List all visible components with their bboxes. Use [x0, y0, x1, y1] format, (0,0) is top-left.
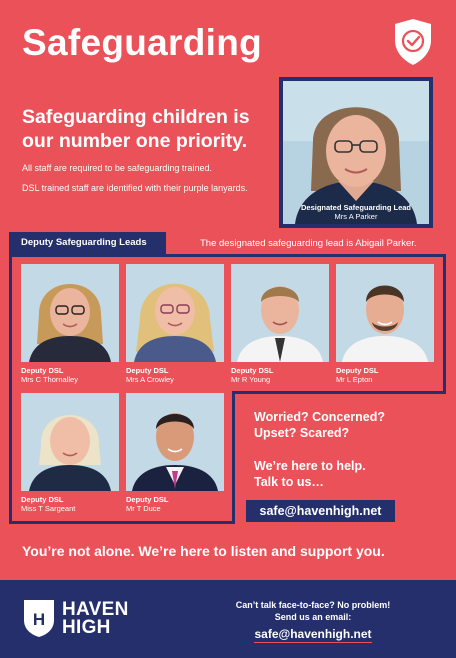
designated-lead-role: Designated Safeguarding Lead	[300, 203, 412, 212]
designated-lead-photo	[283, 81, 429, 224]
help-line-2: Talk to us…	[254, 475, 324, 489]
lanyard-note: DSL trained staff are identified with their purple lanyards.	[22, 183, 248, 193]
staff-role: Deputy DSL	[231, 366, 274, 375]
headline: Safeguarding children is our number one priority.	[22, 106, 250, 152]
training-note: All staff are required to be safeguarding trained.	[22, 163, 212, 173]
staff-photo	[336, 264, 434, 362]
staff-name: Mr T Duce	[126, 504, 161, 513]
footer-message-line-1: Can’t talk face-to-face? No problem!	[235, 600, 391, 610]
shield-check-icon	[393, 18, 433, 66]
logo-line-2: HIGH	[62, 617, 111, 638]
staff-card	[21, 264, 119, 384]
grid-frame-divider	[232, 391, 446, 394]
email-link[interactable]: safe@havenhigh.net	[246, 500, 395, 522]
svg-text:H: H	[32, 610, 46, 629]
school-logo-text	[62, 601, 129, 637]
staff-photo	[231, 264, 329, 362]
worried-message	[254, 409, 434, 441]
help-message	[254, 458, 434, 490]
footer-email-link[interactable]: safe@havenhigh.net	[254, 627, 372, 641]
staff-role: Deputy DSL	[126, 495, 169, 504]
worried-line-2: Upset? Scared?	[254, 426, 350, 440]
designated-lead-name: Mrs A Parker	[334, 212, 378, 221]
staff-name: Mr R Young	[231, 375, 271, 384]
page-title: Safeguarding	[22, 22, 263, 63]
footer-message-line-2: Send us an email:	[274, 612, 352, 622]
worried-line-1: Worried? Concerned?	[254, 410, 386, 424]
staff-role: Deputy DSL	[21, 495, 64, 504]
staff-name: Mrs C Thornalley	[21, 375, 78, 384]
footer-message	[213, 599, 413, 623]
staff-role: Deputy DSL	[126, 366, 169, 375]
school-crest-icon	[22, 598, 56, 638]
staff-role: Deputy DSL	[336, 366, 379, 375]
staff-card	[21, 393, 119, 513]
staff-photo	[126, 393, 224, 491]
logo-line-1: HAVEN	[62, 599, 129, 620]
help-line-1: We’re here to help.	[254, 459, 366, 473]
staff-photo	[21, 393, 119, 491]
staff-photo	[21, 264, 119, 362]
staff-role: Deputy DSL	[21, 366, 64, 375]
staff-card	[126, 393, 224, 513]
designated-lead-caption	[283, 203, 429, 221]
tagline: You’re not alone. We’re here to listen and support you.	[22, 543, 385, 559]
staff-name: Mr L Epton	[336, 375, 373, 384]
designated-lead-card	[279, 77, 433, 228]
staff-photo	[126, 264, 224, 362]
staff-name: Miss T Sargeant	[21, 504, 76, 513]
staff-card	[231, 264, 329, 384]
footer-email-wrap	[213, 627, 413, 641]
deputy-leads-tab: Deputy Safeguarding Leads	[9, 232, 166, 254]
staff-card	[126, 264, 224, 384]
designated-lead-note: The designated safeguarding lead is Abigail Parker.	[200, 238, 417, 249]
footer	[0, 580, 456, 658]
staff-name: Mrs A Crowley	[126, 375, 174, 384]
staff-card	[336, 264, 434, 384]
